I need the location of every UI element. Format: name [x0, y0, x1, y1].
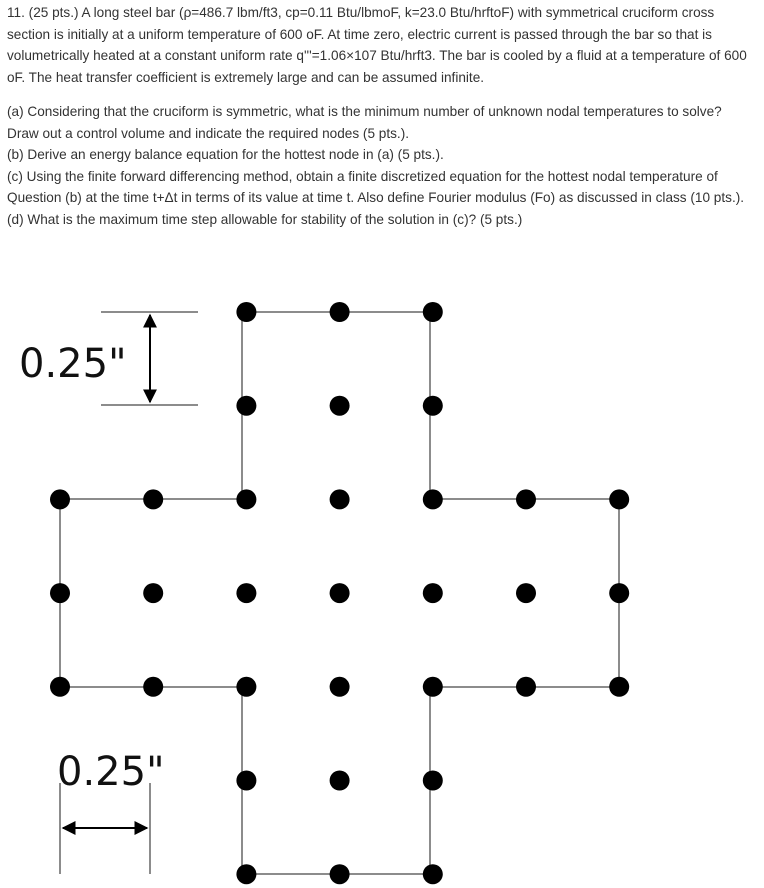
node-r5-c3 — [330, 771, 350, 791]
question-part-d: (d) What is the maximum time step allowable for stability of the solution in (c)? (5 pts.) — [7, 211, 523, 227]
node-r6-c3 — [330, 864, 350, 884]
node-r2-c3 — [330, 489, 350, 509]
node-r3-c1 — [143, 583, 163, 603]
problem-statement — [7, 2, 752, 230]
node-r2-c1 — [143, 489, 163, 509]
node-r5-c4 — [423, 771, 443, 791]
paragraph-spacer — [7, 88, 752, 101]
cruciform-svg — [5, 291, 650, 888]
node-r4-c6 — [609, 677, 629, 697]
node-r4-c0 — [50, 677, 70, 697]
node-r3-c6 — [609, 583, 629, 603]
node-r3-c5 — [516, 583, 536, 603]
cruciform-node-diagram — [5, 291, 650, 888]
node-r4-c2 — [236, 677, 256, 697]
node-r2-c4 — [423, 489, 443, 509]
vertical-dimension-label: 0.25" — [19, 341, 127, 387]
node-r0-c3 — [330, 302, 350, 322]
node-r3-c3 — [330, 583, 350, 603]
node-r0-c2 — [236, 302, 256, 322]
node-r4-c4 — [423, 677, 443, 697]
node-r1-c4 — [423, 396, 443, 416]
question-part-a: (a) Considering that the cruciform is symmetric, what is the minimum number of unknown nodal temperatures to solve? Draw out a control volume and indicate the required nodes (5 pts.). — [7, 104, 722, 141]
node-r5-c2 — [236, 771, 256, 791]
node-r0-c4 — [423, 302, 443, 322]
node-r2-c0 — [50, 489, 70, 509]
node-r3-c2 — [236, 583, 256, 603]
node-r4-c3 — [330, 677, 350, 697]
question-part-c: (c) Using the finite forward differencing method, obtain a finite discretized equation for the hottest nodal temperature of Question (b) at the time t+Δt in terms of its value at time t. Also define Fourier modulus (Fo) as discussed in class (10 pts.). — [7, 168, 745, 205]
node-r3-c4 — [423, 583, 443, 603]
node-r4-c5 — [516, 677, 536, 697]
node-r2-c5 — [516, 489, 536, 509]
node-r2-c2 — [236, 489, 256, 509]
node-r4-c1 — [143, 677, 163, 697]
node-r1-c2 — [236, 396, 256, 416]
node-r6-c4 — [423, 864, 443, 884]
node-r1-c3 — [330, 396, 350, 416]
node-r2-c6 — [609, 489, 629, 509]
horizontal-dimension-label: 0.25" — [57, 749, 165, 795]
node-r6-c2 — [236, 864, 256, 884]
question-part-b: (b) Derive an energy balance equation for the hottest node in (a) (5 pts.). — [7, 147, 444, 162]
node-r3-c0 — [50, 583, 70, 603]
problem-intro: 11. (25 pts.) A long steel bar (ρ=486.7 lbm/ft3, cp=0.11 Btu/lbmoF, k=23.0 Btu/hrftoF) with symmetrical cruciform cross section is initially at a uniform temperature of 600 oF. At time zero, electric current is passed through the bar so that is volumetrically heated at a constant uniform rate q'''=1.06×107 Btu/hrft3. The bar is cooled by a fluid at a temperature of 600 oF. The heat transfer coefficient is extremely large and can be assumed infinite. — [7, 5, 747, 85]
node-grid — [50, 302, 629, 884]
